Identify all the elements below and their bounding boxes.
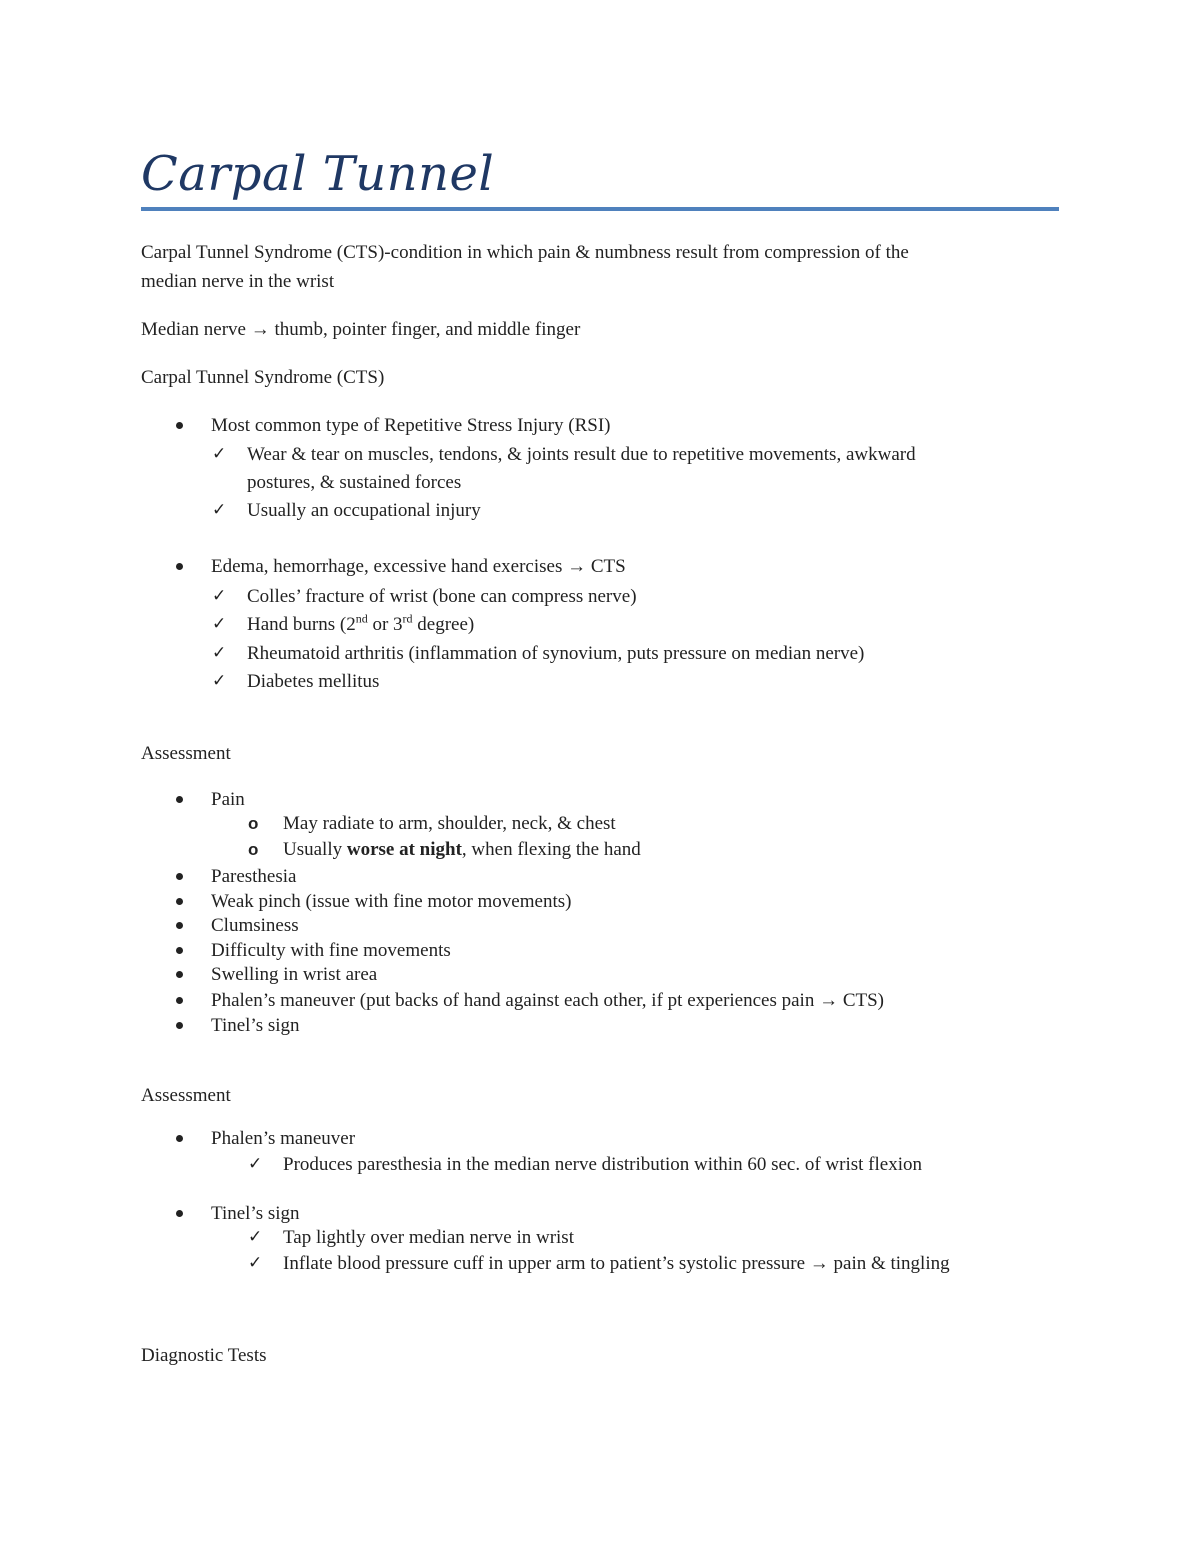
list-item: Swelling in wrist area [211,964,378,985]
bullet-icon [176,898,183,905]
sub-bullet-icon: o [248,814,259,833]
bullet-icon [176,971,183,978]
intro-line-2: median nerve in the wrist [141,271,335,292]
pain-text: , when flexing the hand [461,839,641,860]
check-icon: ✓ [212,500,227,520]
list-item: Tinel’s sign [211,1015,300,1036]
list-item: May radiate to arm, shoulder, neck, & chest [283,813,616,834]
page-title: Carpal Tunnel [141,146,495,202]
list-item: Difficulty with fine movements [211,940,451,961]
emphasis-text: worse at night [346,839,462,860]
check-icon: ✓ [212,444,227,464]
bullet-icon [176,1022,183,1029]
check-icon: ✓ [248,1253,263,1273]
list-item-hand-burns [247,611,474,639]
check-icon: ✓ [212,614,227,634]
list-item: Pain [211,789,245,810]
hand-burns-text: or 3 [367,614,403,635]
list-item: Colles’ fracture of wrist (bone can compress nerve) [247,586,637,607]
bullet-icon [176,1210,183,1217]
cts-heading: Carpal Tunnel Syndrome (CTS) [141,367,385,388]
sub-bullet-icon: o [248,840,259,859]
check-icon: ✓ [212,671,227,691]
bullet-icon [176,947,183,954]
list-item: Clumsiness [211,915,299,936]
section-heading-assessment: Assessment [141,743,231,764]
pain-text: Usually [283,839,347,860]
list-item: Wear & tear on muscles, tendons, & joints result due to repetitive movements, awkward [247,444,916,465]
bullet-icon [176,1135,183,1142]
list-item: Weak pinch (issue with fine motor movements) [211,891,572,912]
list-item: Usually an occupational injury [247,500,481,521]
list-item: Most common type of Repetitive Stress Injury (RSI) [211,415,611,436]
list-item: Phalen’s maneuver [211,1128,356,1149]
title-underline-rule [141,207,1059,211]
check-icon: ✓ [248,1154,263,1174]
list-item-continuation: postures, & sustained forces [247,472,462,493]
bullet-icon [176,563,183,570]
bullet-icon [176,922,183,929]
check-icon: ✓ [248,1227,263,1247]
list-item: Produces paresthesia in the median nerve distribution within 60 sec. of wrist flexion [283,1154,922,1175]
list-item: Edema, hemorrhage, excessive hand exercises → CTS [211,556,626,577]
bullet-icon [176,997,183,1004]
bullet-icon [176,796,183,803]
list-item: Diabetes mellitus [247,671,380,692]
list-item: Rheumatoid arthritis (inflammation of synovium, puts pressure on median nerve) [247,643,865,664]
hand-burns-text: degree) [412,614,475,635]
bullet-icon [176,873,183,880]
list-item: Tap lightly over median nerve in wrist [283,1227,574,1248]
check-icon: ✓ [212,586,227,606]
list-item-worse-at-night [283,836,641,864]
list-item: Paresthesia [211,866,297,887]
intro-line-1: Carpal Tunnel Syndrome (CTS)-condition in which pain & numbness result from compression of the [141,242,909,263]
list-item: Tinel’s sign [211,1203,300,1224]
superscript-nd: nd [355,611,368,626]
bullet-icon [176,422,183,429]
hand-burns-text: Hand burns (2 [247,614,356,635]
check-icon: ✓ [212,643,227,663]
superscript-rd: rd [402,611,413,626]
list-item: Phalen’s maneuver (put backs of hand against each other, if pt experiences pain → CTS) [211,990,884,1011]
section-heading-diagnostic-tests: Diagnostic Tests [141,1345,267,1366]
section-heading-assessment: Assessment [141,1085,231,1106]
list-item: Inflate blood pressure cuff in upper arm to patient’s systolic pressure → pain & tingling [283,1253,950,1274]
median-nerve-line: Median nerve → thumb, pointer finger, and middle finger [141,319,581,340]
